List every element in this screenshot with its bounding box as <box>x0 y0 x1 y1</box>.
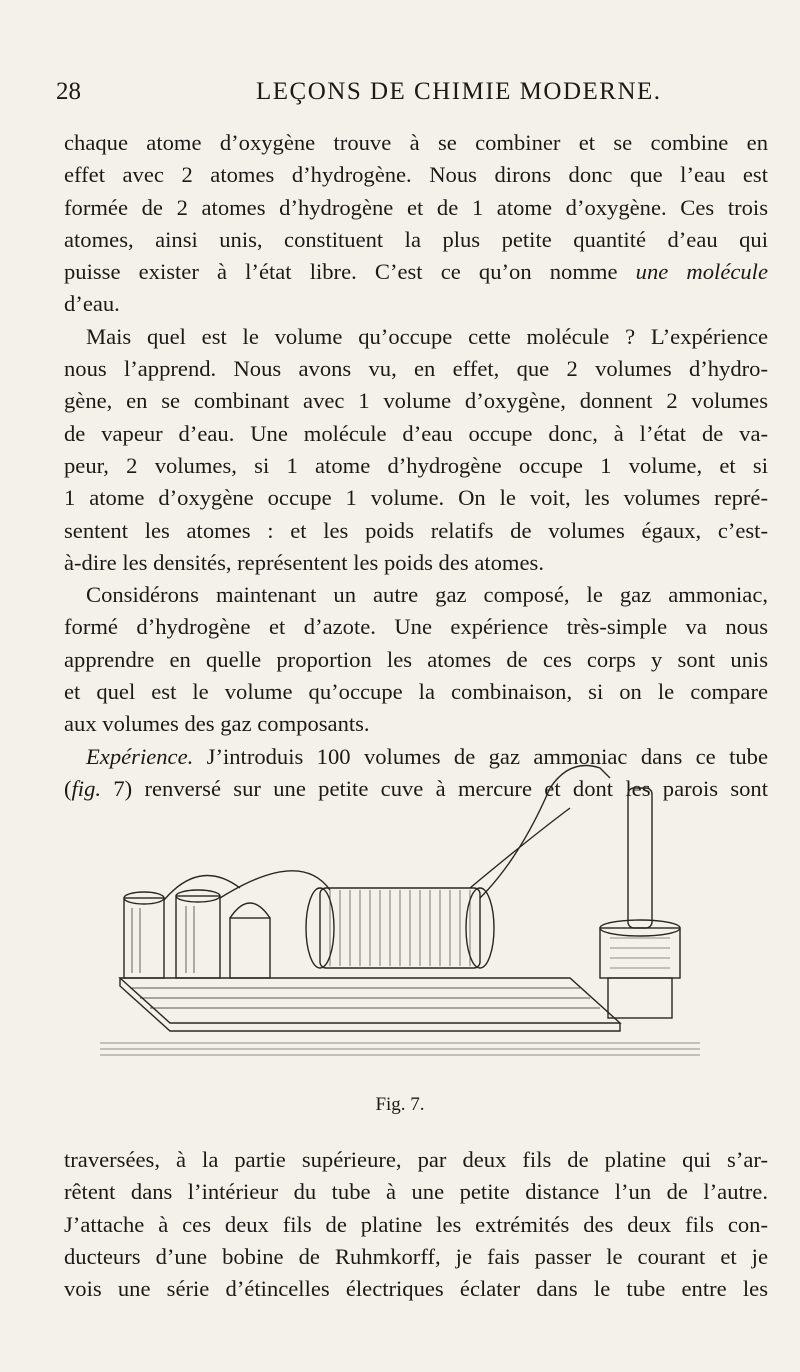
text-line <box>64 288 768 320</box>
text-line <box>64 708 768 740</box>
text-segment: et quel est le volume qu’occupe la combinaison, si on le compare <box>64 679 768 705</box>
text-line <box>64 1241 768 1273</box>
text-segment: chaque atome d’oxygène trouve à se combiner et se combine en <box>64 130 768 155</box>
text-segment: à-dire les densités, représentent les poids des atomes. <box>64 549 544 575</box>
text-segment: Mais quel est le volume qu’occupe cette molécule ? L’expérience <box>86 323 768 349</box>
italic-text: une molécule <box>635 259 768 285</box>
text-line <box>64 1144 768 1176</box>
text-line <box>64 1273 768 1305</box>
running-title: LEÇONS DE CHIMIE MODERNE. <box>256 78 662 105</box>
text-segment: ( <box>64 775 72 801</box>
text-segment: ducteurs d’une bobine de Ruhmkorff, je fais passer le courant et je <box>64 1243 768 1269</box>
text-segment: d’eau. <box>64 291 120 317</box>
body-text-top <box>64 127 768 805</box>
figure-caption: Fig. 7. <box>375 1094 425 1115</box>
text-segment: vois une série d’étincelles électriques éclater dans le tube entre les <box>64 1276 768 1302</box>
text-line <box>64 159 768 191</box>
text-line <box>64 192 768 224</box>
text-segment: J’attache à ces deux fils de platine les extrémités des deux fils con- <box>64 1211 768 1237</box>
text-segment: gène, en se combinant avec 1 volume d’oxygène, donnent 2 volumes <box>64 388 768 414</box>
text-line <box>64 353 768 385</box>
page-number: 28 <box>56 78 81 105</box>
text-line <box>64 256 768 288</box>
text-line <box>64 450 768 482</box>
italic-text: fig. <box>71 775 102 801</box>
text-segment: 1 atome d’oxygène occupe 1 volume. On le voit, les volumes repré- <box>64 485 768 511</box>
text-segment: formé d’hydrogène et d’azote. Une expérience très-simple va nous <box>64 614 768 640</box>
text-segment: atomes, ainsi unis, constituent la plus petite quantité d’eau qui <box>64 226 768 252</box>
italic-text: Expérience. <box>86 743 194 769</box>
text-line <box>64 644 768 676</box>
text-line <box>64 482 768 514</box>
text-segment: sentent les atomes : et les poids relatifs de volumes égaux, c’est- <box>64 517 768 543</box>
text-segment: rêtent dans l’intérieur du tube à une petite distance l’un de l’autre. <box>64 1179 768 1205</box>
text-segment: formée de 2 atomes d’hydrogène et de 1 atome d’oxygène. Ces trois <box>64 194 768 220</box>
text-segment: traversées, à la partie supérieure, par deux fils de platine qui s’ar- <box>64 1147 768 1172</box>
text-line <box>64 321 768 353</box>
text-line <box>64 127 768 159</box>
text-segment: puisse exister à l’état libre. C’est ce qu’on nomme <box>64 259 636 285</box>
text-line <box>64 1209 768 1241</box>
text-segment: 7) renversé sur une petite cuve à mercure et dont les parois sont <box>101 775 768 801</box>
text-line <box>64 547 768 579</box>
text-line <box>64 418 768 450</box>
page-header <box>56 78 772 112</box>
text-segment: effet avec 2 atomes d’hydrogène. Nous dirons donc que l’eau est <box>64 162 768 188</box>
figure-7-illustration <box>100 748 700 1078</box>
body-text-bottom <box>64 1144 768 1305</box>
text-segment: de vapeur d’eau. Une molécule d’eau occupe donc, à l’état de va- <box>64 420 768 446</box>
text-segment: J’introduis 100 volumes de gaz ammoniac dans ce tube <box>193 743 768 769</box>
text-line <box>64 676 768 708</box>
text-line <box>64 515 768 547</box>
text-line <box>64 385 768 417</box>
text-segment: peur, 2 volumes, si 1 atome d’hydrogène occupe 1 volume, et si <box>64 452 768 478</box>
ruhmkorff-coil-apparatus-image <box>100 748 700 1078</box>
text-segment: aux volumes des gaz composants. <box>64 711 370 737</box>
text-line <box>64 579 768 611</box>
text-segment: apprendre en quelle proportion les atomes de ces corps y sont unis <box>64 646 768 672</box>
text-line <box>64 224 768 256</box>
text-segment: nous l’apprend. Nous avons vu, en effet, que 2 volumes d’hydro- <box>64 356 768 382</box>
text-segment: Considérons maintenant un autre gaz composé, le gaz ammoniac, <box>86 582 768 608</box>
text-line <box>64 1176 768 1208</box>
text-line <box>64 611 768 643</box>
